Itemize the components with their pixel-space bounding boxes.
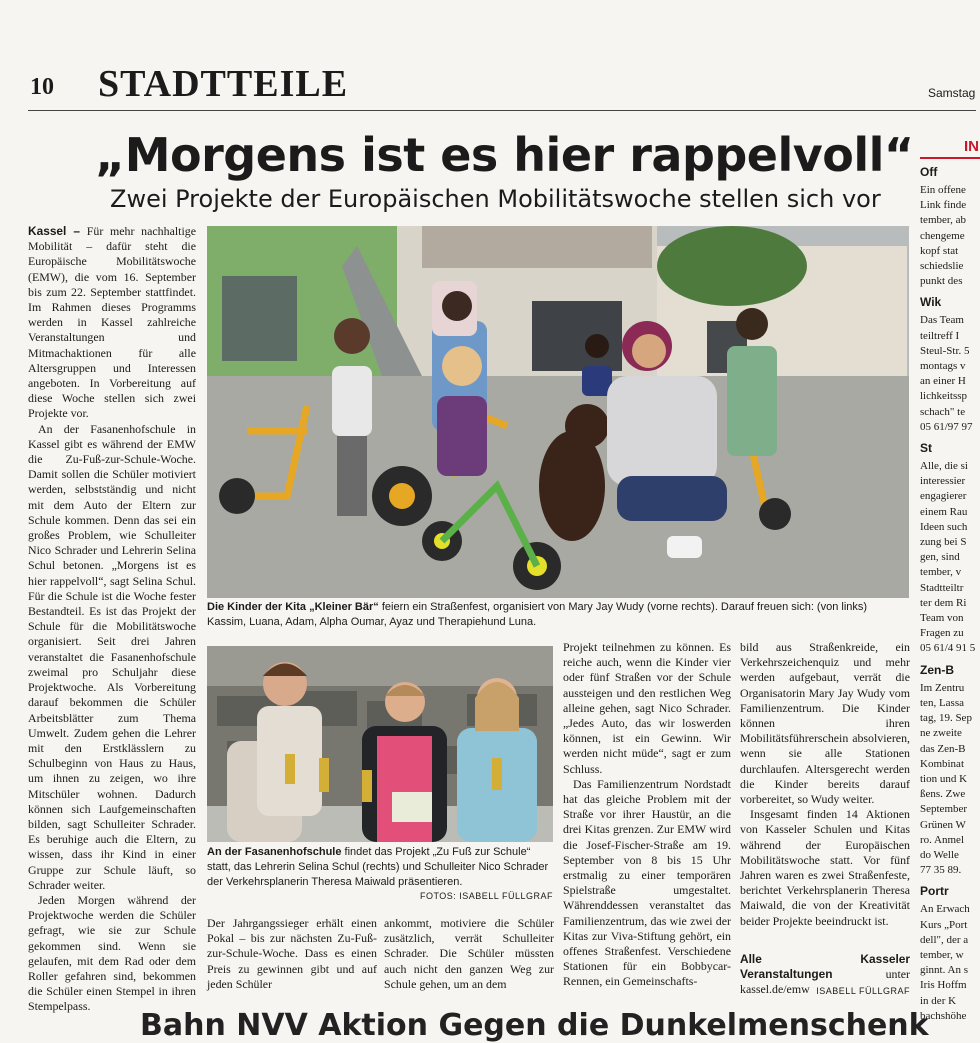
sidebar-text-line: An Erwach (920, 903, 970, 916)
sidebar-text-line: lichkeitssp (920, 390, 968, 403)
sidebar-text-line: 05 61/97 97 (920, 420, 973, 433)
sidebar-section-title: Wik (920, 295, 942, 310)
article-column-2 (207, 916, 377, 1000)
next-article-headline: Bahn NVV Aktion Gegen die Dunkelmenschenk (140, 1008, 929, 1043)
sidebar-text-line: Team von (920, 612, 964, 625)
photo-school-image (207, 646, 553, 842)
article-paragraph: Der Jahrgangssieger erhält einen Pokal – bis zur nächsten Zu-Fuß-zur-Schule-Woche. Dass es einen Preis zu gewinnen gibt und auf jeden Schüler (207, 916, 377, 991)
sidebar-text-line: ginnt. An s (920, 964, 968, 977)
sidebar-text-line: montags v (920, 360, 966, 373)
sidebar-text-line: schach" te (920, 405, 966, 418)
sidebar-text-line: Das Team (920, 314, 964, 327)
sidebar-text-line: Im Zentru (920, 681, 965, 694)
sidebar-text-line: tember, ab (920, 214, 966, 227)
sidebar-section-title: Zen-B (920, 662, 954, 677)
sidebar-text-line: Fragen zu (920, 627, 964, 640)
subheadline: Zwei Projekte der Europäischen Mobilitätswoche stellen sich vor (110, 185, 881, 213)
sidebar-rule (920, 157, 980, 159)
sidebar-info-column (920, 138, 979, 1024)
sidebar-text-line: 77 35 89. (920, 864, 962, 877)
sidebar-text-line: punkt des (920, 275, 963, 288)
article-paragraph: ankommt, motiviere die Schüler zusätzlich, verrät Schulleiter Schrader. Die Schüler müssten auch nicht den ganzen Weg zur Schule gehen, um an dem (384, 916, 554, 991)
sidebar-header: IN (964, 138, 979, 155)
sidebar-text-line: ter dem Ri (920, 596, 967, 609)
article-column-5 (740, 640, 910, 950)
sidebar-text-line: bachshöhe (920, 1009, 967, 1022)
sidebar-text-line: chengeme (920, 229, 965, 242)
issue-date: Samstag (928, 86, 976, 100)
article-paragraph: An der Fasanenhofschule in Kassel gibt es während der EMW die Zu-Fuß-zur-Schule-Woche. Damit sollen die Schüler motiviert werden, selbstständig und nicht mit dem Auto der Eltern zur Schule kommen. Denn das sei ein großes Problem, wie Schulleiter Nico Schrader und Lehrerin Selina Schul betonen. „Morgens ist es hier rappelvoll“, sagt Selina Schul. Für die Schule ist die Woche fester Bestandteil. Es ist das Projekt der Schule für die Mobilitätswoche organisiert. Seit drei Jahren veranstaltet die Fasanenhofschule zweimal pro Schuljahr diese Projektwoche. Als Vorbereitung darauf bekommen die Schüler Arbeitsblätter zum Thema Umwelt. Zudem gehen die Lehrer mit den Erstklässlern zu Schulbeginn von Haus zu Haus, um ihnen zu zeigen, wo ihre Mitschüler wohnen. Dadurch können sich Laufgemeinschaften bilden, sagt Schulleiter Schrader. Es beruhige auch die Eltern, zu wissen, dass ihr Kind in einer Gruppe zur Schule läuft, so Schrader weiter. (28, 421, 196, 892)
article-paragraph: bild aus Straßenkreide, ein Verkehrszeichenquiz und mehr werden aufgebaut, verrät die Organisatorin Mary Jay Wudy vom Familienzentrum. Die Kinder können ihren Mobilitätsführerschein absolvieren, wenn sie alle Stationen durchlaufen. Altersgerecht werden die Kinder bereits darauf vorbereitet, so Wudy weiter. (740, 640, 910, 807)
sidebar-text-line: 05 61/4 91 5 (920, 642, 976, 655)
sidebar-text-line: Link finde (920, 199, 967, 212)
article-paragraph: Kassel – Für mehr nachhaltige Mobilität – dafür steht die Europäische Mobilitätswoche (EMW), die vom 16. September bis zum 22. September stattfindet. Im Rahmen dieses Programms werden in Kassel zahlreiche Veranstaltungen und Mitmachaktionen für alle Altersgruppen und Interessen angeboten. In Vorbereitung auf diese Woche stellen sich zwei Projekte vor. (28, 224, 196, 421)
sidebar-text-line: ßens. Zwe (920, 788, 966, 801)
sidebar-text-line: an einer H (920, 375, 966, 388)
sidebar-text-line: Kombinat (920, 757, 964, 770)
sidebar-text-line: Steul-Str. 5 (920, 344, 970, 357)
sidebar-text-line: tember, v (920, 566, 962, 579)
sidebar-text-line: ne zweite (920, 727, 962, 740)
sidebar-text-line: schiedslie (920, 260, 964, 273)
sidebar-text-line: Ein offene (920, 184, 966, 196)
sidebar-text-line: Ideen such (920, 520, 968, 533)
sidebar-text-line: Stadtteiltr (920, 581, 964, 594)
sidebar-text-line: in der K (920, 994, 957, 1007)
photo-kita-caption: Die Kinder der Kita „Kleiner Bär“ feiern ein Straßenfest, organisiert von Mary Jay Wudy (vorne rechts). Darauf freuen sich: (von links) Kassim, Luana, Adam, Alpha Oumar, Ayaz und Therapiehund Luna. (207, 601, 868, 628)
photo-school-caption: An der Fasanenhofschule findet das Projekt „Zu Fuß zur Schule“ statt, das Lehrerin Selina Schul (rechts) und Schulleiter Nico Schrader der Verkehrsplanerin Theresa Maiwald präsentieren. (207, 846, 549, 888)
sidebar-text-line: ten, Lassa (920, 696, 964, 709)
photo-credit: FOTOS: ISABELL FÜLLGRAF (419, 891, 553, 901)
sidebar-text-line: tember, w (920, 948, 964, 961)
sidebar-text-line: teiltreff I (920, 329, 960, 342)
headline: „Morgens ist es hier rappelvoll“ (95, 128, 914, 182)
header-rule (28, 110, 976, 111)
sidebar-text-line: interessier (920, 475, 966, 488)
author: ISABELL FÜLLGRAF (816, 986, 910, 996)
photo-fasanenhofschule (207, 646, 553, 842)
article-paragraph: Das Familienzentrum Nordstadt hat das gleiche Problem mit der Straße vor ihrer Haustür, an die drei Kitas grenzen. Zur EMW wird die Josef-Fischer-Straße am 19. September von 8 bis 15 Uhr erstmalig zu einer temporären Spielstraße umgestaltet. Währenddessen veranstaltet das Familienzentrum, das wie zwei der Kitas zur Viva-Stiftung gehört, ein offenes Straßenfest. Verschiedene Stationen für ein Bobbycar-Rennen, ein Gemeinschafts- (563, 776, 731, 989)
article-column-4 (563, 640, 731, 1000)
page-number: 10 (30, 74, 54, 100)
sidebar-text-line: September (920, 803, 968, 816)
sidebar-text-line: do Welle (920, 848, 959, 861)
sidebar-section-title: St (920, 441, 932, 456)
sidebar-section-title: Off (920, 165, 938, 179)
sidebar-text-line: einem Rau (920, 505, 968, 518)
article-column-3 (384, 916, 554, 1000)
sidebar-text-line: Kurs „Port (920, 918, 968, 931)
sidebar-text-line: Iris Hoffm (920, 979, 967, 992)
photo-kita-image (207, 226, 909, 598)
article-dateline: Kassel – (28, 224, 81, 238)
photo-kita-children (207, 226, 909, 598)
article-paragraph: Insgesamt finden 14 Aktionen von Kasseler Schulen und Kitas während der Europäischen Mobilitätswoche statt. Vor fünf Jahren waren es zwei Straßenfeste, berichtet Verkehrsplanerin Theresa Maiwald, die von der Kreativität beider Projekte beeindruckt ist. (740, 807, 910, 928)
article-paragraph: Projekt teilnehmen zu können. Es reiche auch, wenn die Kinder vier oder fünf Straßen vor der Schule aussteigen und den restlichen Weg alleine gehen, sagt Nico Schrader. „Jedes Auto, das wir loswerden können, ist ein Gewinn. Wir werden nicht müde“, sagt er zum Schluss. (563, 640, 731, 776)
sidebar-section-title: Portr (920, 884, 949, 899)
sidebar-text-line: gen, sind (920, 551, 960, 564)
article-paragraph: Jeden Morgen während der Projektwoche werden die Schüler gefragt, wie sie zur Schule gekommen sind. Wenn sie gelaufen, mit dem Rad oder dem Roller gefahren sind, bekommen die Schüler einen Stempel in ihren Stempelpass. (28, 892, 196, 1014)
info-link-label: Alle Kasseler Veranstaltungen (740, 952, 910, 982)
sidebar-text-line: engagierer (920, 490, 967, 503)
sidebar-text-line: zung bei S (920, 536, 967, 549)
section-title: STADTTEILE (98, 63, 349, 105)
info-link-url[interactable]: unter kassel.de/emw (740, 967, 910, 997)
sidebar-text-line: das Zen-B (920, 742, 966, 755)
sidebar-text-line: kopf stat (920, 244, 959, 257)
sidebar-text-line: dell", der a (920, 933, 969, 946)
sidebar-text-line: Grünen W (920, 818, 966, 831)
sidebar-text-line: tion und K (920, 772, 968, 785)
sidebar-text-line: Alle, die si (920, 460, 968, 473)
sidebar-text-line: tag, 19. Sep (920, 712, 972, 725)
sidebar-text-line: ro. Anmel (920, 833, 964, 846)
article-column-1 (28, 224, 196, 1014)
